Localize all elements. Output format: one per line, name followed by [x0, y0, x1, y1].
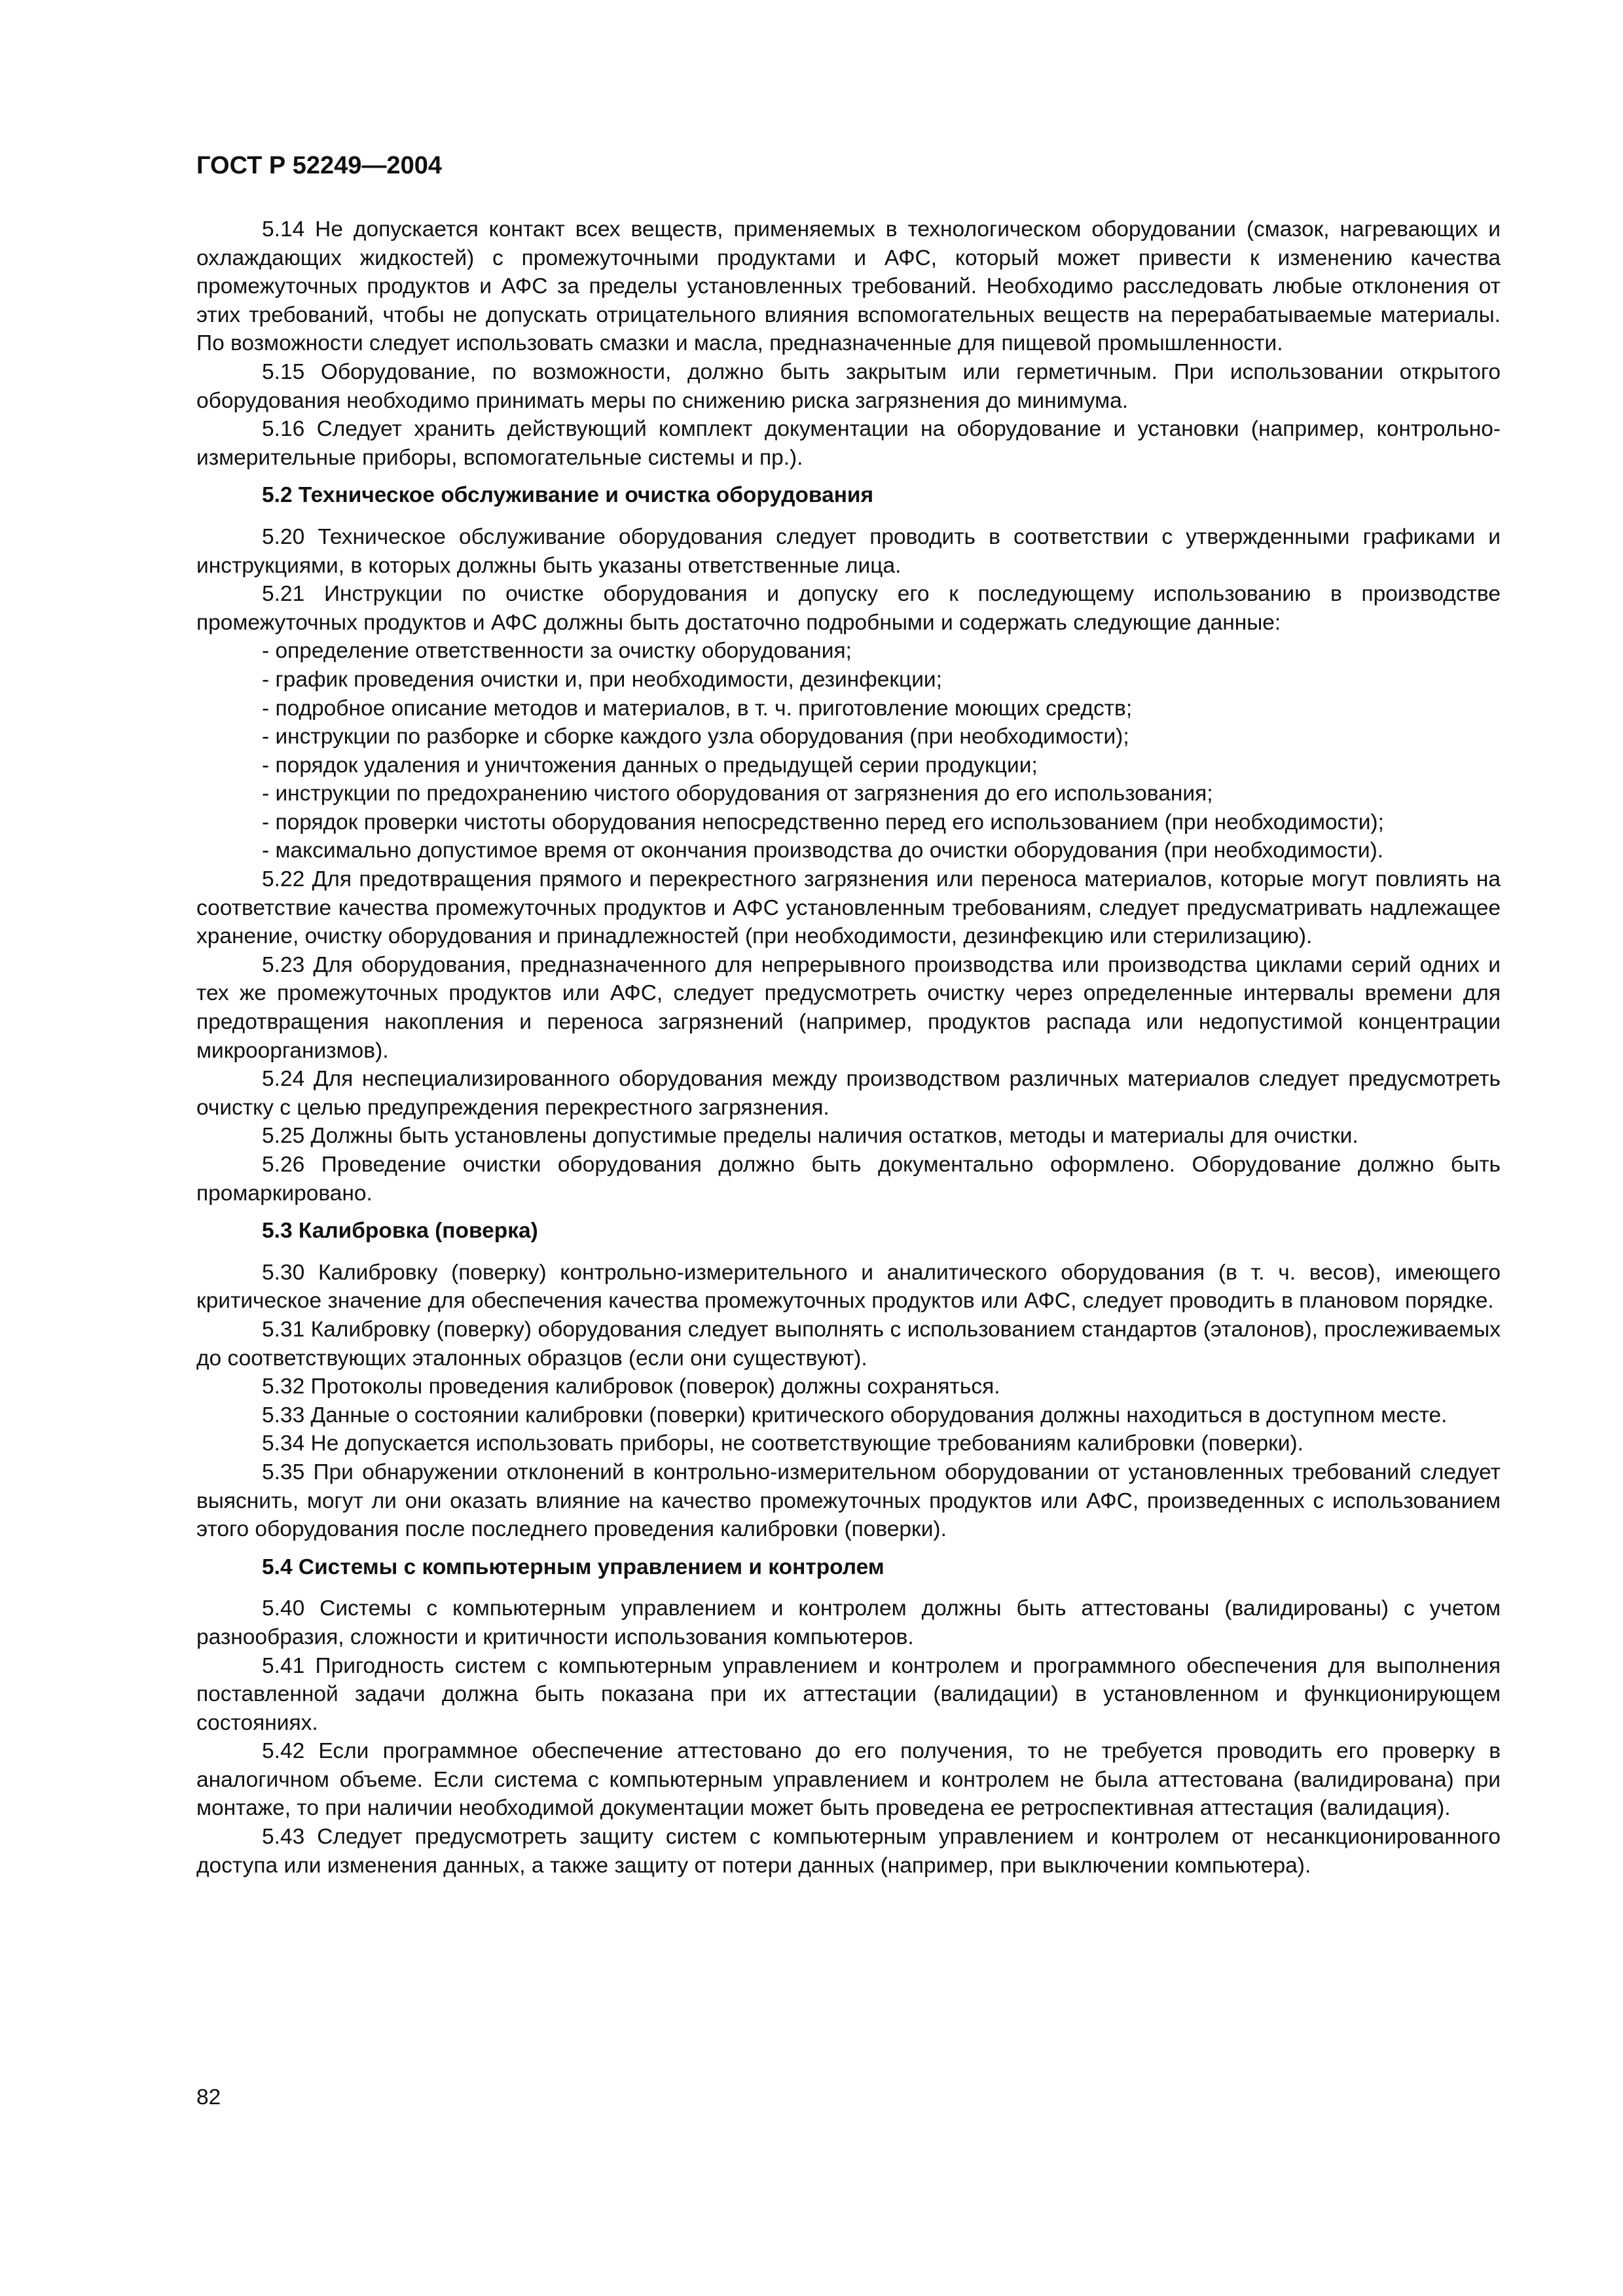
list-item: - подробное описание методов и материалов, в т. ч. приготовление моющих средств; [262, 696, 1133, 721]
list-item: - инструкции по разборке и сборке каждого узла оборудования (при необходимости); [262, 725, 1129, 749]
paragraph: 5.34 Не допускается использовать приборы, не соответствующие требованиям калибровки (поверки). [262, 1431, 1304, 1456]
paragraph: 5.22 Для предотвращения прямого и перекрестного загрязнения или переноса материалов, которые могут повлиять на соответствие качества промежуточных продуктов и АФС установленным требованиям, следует предусматривать надлежащее хранение, очистку оборудования и принадлежностей (при необходимости, дезинфекцию или стерилизацию). [196, 867, 1501, 949]
paragraph: 5.24 Для неспециализированного оборудования между производством различных материалов следует предусмотреть очистку с целью предупреждения перекрестного загрязнения. [196, 1067, 1501, 1120]
paragraph: 5.26 Проведение очистки оборудования должно быть документально оформлено. Оборудование должно быть промаркировано. [196, 1153, 1501, 1206]
list-item: - максимально допустимое время от окончания производства до очистки оборудования (при необходимости). [262, 838, 1384, 863]
paragraph: 5.20 Техническое обслуживание оборудования следует проводить в соответствии с утвержденными графиками и инструкциями, в которых должны быть указаны ответственные лица. [196, 524, 1501, 578]
paragraph: 5.33 Данные о состоянии калибровки (поверки) критического оборудования должны находиться в доступном месте. [262, 1403, 1448, 1427]
section-heading: 5.4 Системы с компьютерным управлением и контролем [262, 1554, 884, 1579]
list-item: - порядок удаления и уничтожения данных о предыдущей серии продукции; [262, 753, 1038, 778]
document-page [196, 147, 1501, 1880]
section-heading: 5.2 Техническое обслуживание и очистка оборудования [262, 483, 874, 508]
paragraph: 5.43 Следует предусмотреть защиту систем с компьютерным управлением и контролем от несанкционированного доступа или изменения данных, а также защиту от потери данных (например, при выключении компьютера). [196, 1825, 1501, 1878]
paragraph: 5.32 Протоколы проведения калибровок (поверок) должны сохраняться. [262, 1374, 1000, 1399]
paragraph: 5.42 Если программное обеспечение аттестовано до его получения, то не требуется проводить его проверку в аналогичном объеме. Если система с компьютерным управлением и контролем не была аттестована (валидирована) при монтаже, то при наличии необходимой документации может быть проведена ее ретроспективная аттестация (валидация). [196, 1739, 1501, 1821]
paragraph: 5.40 Системы с компьютерным управлением и контролем должны быть аттестованы (валидированы) с учетом разнообразия, сложности и критичности использования компьютеров. [196, 1596, 1501, 1649]
paragraph: 5.21 Инструкции по очистке оборудования и допуску его к последующему использованию в производстве промежуточных продуктов и АФС должны быть достаточно подробными и содержать следующие данные: [196, 582, 1501, 635]
paragraph: 5.41 Пригодность систем с компьютерным управлением и контролем и программного обеспечения для выполнения поставленной задачи должна быть показана при их аттестации (валидации) в установленном и функционирующем состояниях. [196, 1653, 1501, 1735]
paragraph: 5.25 Должны быть установлены допустимые пределы наличия остатков, методы и материалы для очистки. [262, 1124, 1359, 1149]
list-item: - определение ответственности за очистку оборудования; [262, 639, 852, 664]
section-heading: 5.3 Калибровка (поверка) [262, 1219, 538, 1244]
paragraph: 5.15 Оборудование, по возможности, должно быть закрытым или герметичным. При использовании открытого оборудования необходимо принимать меры по снижению риска загрязнения до минимума. [196, 359, 1501, 413]
document-header: ГОСТ Р 52249—2004 [196, 152, 442, 179]
page-number: 82 [196, 2085, 221, 2109]
paragraph: 5.35 При обнаружении отклонений в контрольно-измерительном оборудовании от установленных требований следует выяснить, могут ли они оказать влияние на качество промежуточных продуктов или АФС, произведенных с использованием этого оборудования после последнего проведения калибровки (поверки). [196, 1460, 1501, 1542]
paragraph: 5.30 Калибровку (поверку) контрольно-измерительного и аналитического оборудования (в т. ч. весов), имеющего критическое значение для обеспечения качества промежуточных продуктов или АФС, следует проводить в плановом порядке. [196, 1260, 1501, 1314]
paragraph: 5.23 Для оборудования, предназначенного для непрерывного производства или производства циклами серий одних и тех же промежуточных продуктов или АФС, следует предусмотреть очистку через определенные интервалы времени для предотвращения накопления и переноса загрязнений (например, продуктов распада или недопустимой концентрации микроорганизмов). [196, 952, 1501, 1063]
paragraph: 5.16 Следует хранить действующий комплект документации на оборудование и установки (например, контрольно-измерительные приборы, вспомогательные системы и пр.). [196, 417, 1501, 470]
list-item: - график проведения очистки и, при необходимости, дезинфекции; [262, 667, 942, 692]
paragraph: 5.14 Не допускается контакт всех веществ, применяемых в технологическом оборудовании (смазок, нагревающих и охлаждающих жидкостей) с промежуточными продуктами и АФС, который может привести к изменению качества промежуточных продуктов и АФС за пределы установленных требований. Необходимо расследовать любые отклонения от этих требований, чтобы не допускать отрицательного влияния вспомогательных веществ на перерабатываемые материалы. По возможности следует использовать смазки и масла, предназначенные для пищевой промышленности. [196, 217, 1501, 356]
list-item: - порядок проверки чистоты оборудования непосредственно перед его использованием (при необходимости); [262, 810, 1384, 834]
list-item: - инструкции по предохранению чистого оборудования от загрязнения до его использования; [262, 781, 1213, 806]
paragraph: 5.31 Калибровку (поверку) оборудования следует выполнять с использованием стандартов (эталонов), прослеживаемых до соответствующих эталонных образцов (если они существуют). [196, 1317, 1501, 1371]
document-body [196, 215, 1501, 1880]
